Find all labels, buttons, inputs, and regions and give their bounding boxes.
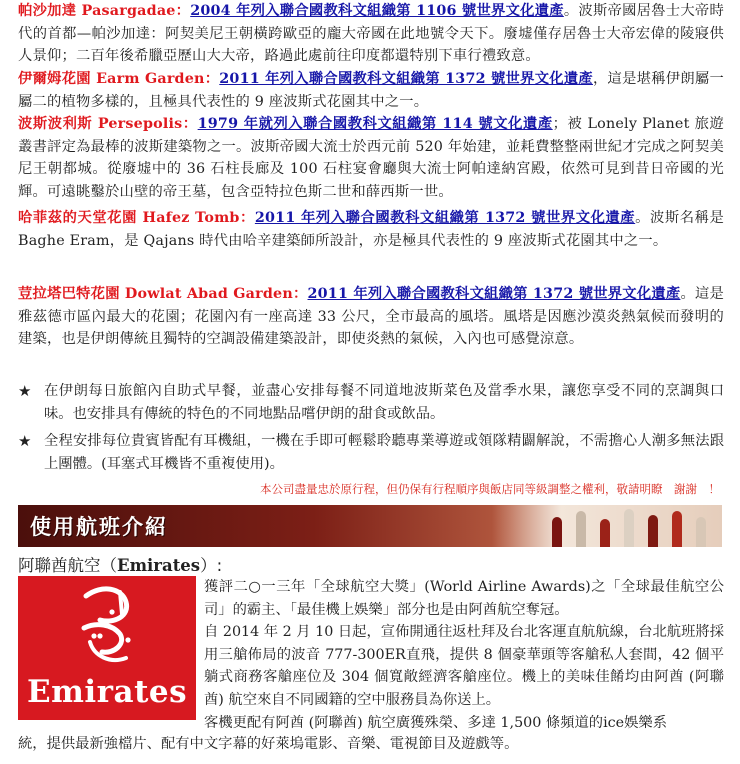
site-name: 波斯波利斯 Persepolis：	[18, 116, 198, 132]
star-icon: ★	[18, 432, 32, 450]
site-desc: 。波斯帝國居魯士大帝時代的首都—帕沙加達：阿契美尼王朝橫跨歐亞的龐大帝國在此地號令天下。廢墟僅存居魯士大帝宏偉的陵寢供人景仰；二百年後希臘亞歷山大大帝，路過此處前往印度都還特別下車行禮致意。	[18, 3, 724, 65]
site-hafez-tomb	[18, 207, 724, 252]
heritage-link[interactable]: 2004 年列入聯合國教科文組織第 1106 號世界文化遺產	[190, 3, 564, 19]
heritage-link[interactable]: 2011 年列入聯合國教科文組織第 1372 號世界文化遺產	[219, 71, 593, 87]
heritage-link[interactable]: 1979 年就列入聯合國教科文組織第 114 號文化遺產	[197, 116, 553, 132]
site-name: 伊爾姆花園 Earm Garden：	[18, 71, 220, 87]
banner-photo	[492, 505, 722, 547]
emirates-p3: 客機更配有阿酋 (阿聯酋) 航空廣獲殊榮、多達 1,500 條頻道的ice娛樂系	[204, 714, 668, 731]
bullet-text: 在伊朗每日旅館內自助式早餐，並盡心安排每餐不同道地波斯菜色及當季水果，讓您享受不同的烹調與口味。也安排具有傳統的特色的不同地點品嚐伊朗的甜食或飲品。	[44, 383, 724, 422]
emirates-logo	[18, 576, 196, 720]
airline-heading	[18, 552, 222, 576]
site-desc: 。這是雅茲德市區內最大的花園；花園內有一座高達 33 公尺，全市最高的風塔。風塔是因應沙漠炎熱氣候而發明的建築，也是伊朗傳統且獨特的空調設備建築設計，即使炎熱的氣候，入內也可感覺涼意。	[18, 286, 724, 348]
itinerary-notice: 本公司盡量忠於原行程，但仍保有行程順序與飯店同等級調整之權利，敬請明瞭 謝謝 ！	[260, 482, 720, 496]
banner-title: 使用航班介紹	[30, 515, 168, 539]
emirates-calligraphy-icon	[76, 584, 138, 670]
site-persepolis	[18, 113, 724, 203]
airline-prefix: 阿聯酋航空（	[18, 556, 117, 575]
bullet-text: 全程安排每位貴賓皆配有耳機組，一機在手即可輕鬆聆聽專業導遊或領隊精闢解說，不需擔心人潮多無法跟上團體。(耳塞式耳機皆不重複使用)。	[44, 433, 724, 472]
heritage-link[interactable]: 2011 年列入聯合國教科文組織第 1372 號世界文化遺產	[254, 210, 636, 226]
site-earm-garden	[18, 68, 724, 113]
emirates-description	[204, 576, 724, 734]
bullet-earphones	[18, 430, 724, 475]
bullet-breakfast	[18, 380, 724, 425]
flight-section-banner	[18, 505, 722, 547]
star-icon: ★	[18, 382, 32, 400]
emirates-tail: 統，提供最新強檔片、配有中文字幕的好萊塢電影、音樂、電視節目及遊戲等。	[18, 736, 519, 752]
airline-name: Emirates	[117, 556, 201, 575]
site-name: 荳拉塔巴特花園 Dowlat Abad Garden：	[18, 286, 308, 302]
emirates-p2: 自 2014 年 2 月 10 日起，宣佈開通往返杜拜及台北客運直航航線，台北航班將採用三艙佈局的波音 777-300ER直飛，提供 8 個豪華頭等客艙私人套間，42 個平躺式商務客艙座位及 304 個寬敞經濟客艙座位。機上的美味佳餚均由阿酋 (阿聯酋) 航空來自不同國籍的空中服務員為你送上。	[204, 624, 724, 708]
site-desc: ；被 Lonely Planet 旅遊叢書評定為最棒的波斯建築物之一。波斯帝國大流士於西元前 520 年始建，並耗費整整兩世紀才完成之阿契美尼王朝都城。從廢墟中的 36 石柱長廊及 100 石柱宴會廳與大流士阿帕達納宮殿，依然可見到昔日帝國的光輝。可遠眺鑿於山壁的帝王墓，包含亞特拉色斯二世和薛西斯一世。	[18, 116, 724, 200]
site-dowlat-abad	[18, 283, 724, 351]
site-name: 哈菲茲的天堂花園 Hafez Tomb：	[18, 210, 255, 226]
emirates-p1: 獲評二○一三年「全球航空大獎」(World Airline Awards)之「全球最佳航空公司」的霸主、「最佳機上娛樂」部分也是由阿酋航空奪冠。	[204, 579, 724, 618]
site-name: 帕沙加達 Pasargadae：	[18, 3, 191, 19]
site-desc: 。波斯名稱是 Baghe Eram，是 Qajans 時代由哈辛建築師所設計，亦是極具代表性的 9 座波斯式花園其中之一。	[18, 210, 725, 249]
heritage-link[interactable]: 2011 年列入聯合國教科文組織第 1372 號世界文化遺產	[307, 286, 681, 302]
airline-suffix: ）:	[200, 556, 223, 575]
site-desc: ，這是堪稱伊朗屬一屬二的植物多樣的，且極具代表性的 9 座波斯式花園其中之一。	[18, 71, 724, 110]
site-pasargadae	[18, 0, 724, 68]
emirates-logo-word: Emirates	[26, 674, 188, 710]
